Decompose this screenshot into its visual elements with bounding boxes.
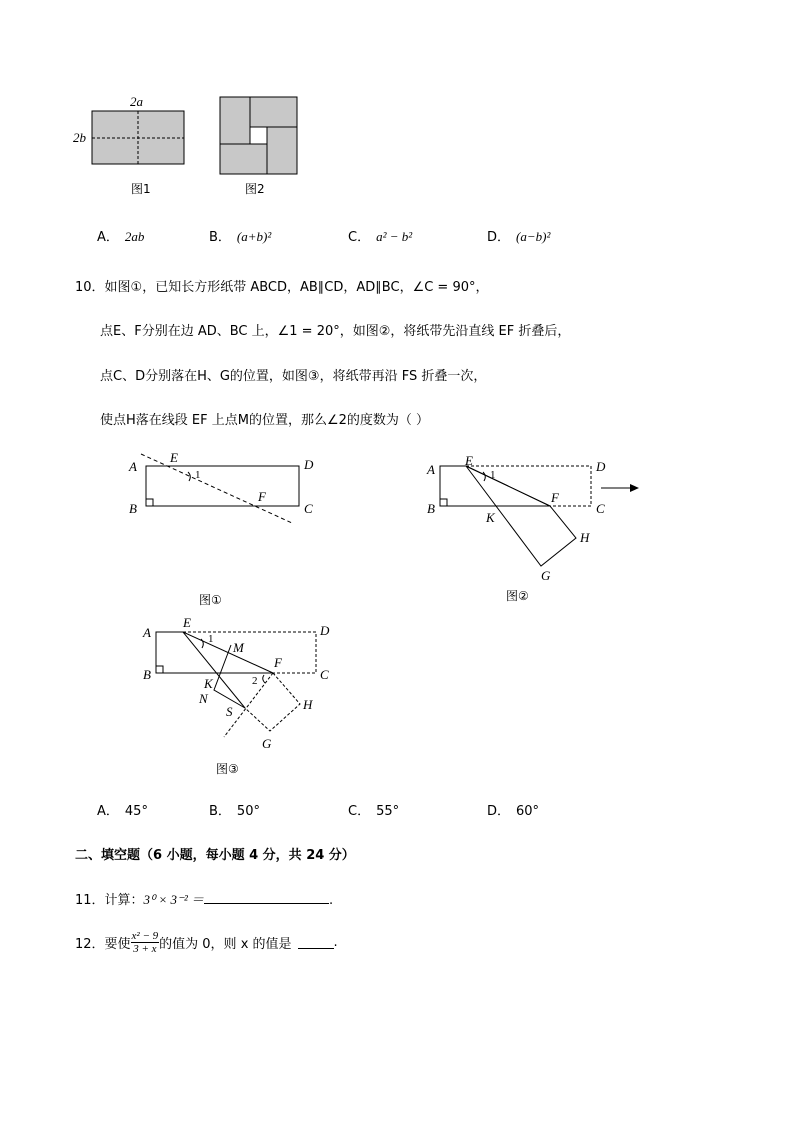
q11-expr: 3⁰ × 3⁻² ＝ [143,892,205,907]
q10-fig1-fold-line [141,454,292,523]
q12-denominator: 3 + x [133,943,157,955]
q10-fig2 [426,453,639,603]
q11-answer-blank[interactable] [204,891,329,904]
q10-line2: 点E、F分别在边 AD、BC 上，∠1 = 20°，如图②，将纸带先沿直线 EF 折叠后， [100,324,571,339]
q10-fig3-label-g: G [262,736,272,751]
q10-option-a [97,800,148,819]
q10-fig3-strip-left [156,632,273,673]
q10-fig2-folded-flap [466,466,576,566]
q10-fig3-caption: 图③ [216,762,239,776]
q10-fig2-label-b: B [427,501,435,516]
q10-fig1-strip [146,466,299,506]
q12-row [75,930,338,955]
q10-option-a-text: 45° [124,804,148,819]
q10-option-d-text: 60° [516,804,540,819]
q9-option-a-text: 2ab [124,229,145,244]
q10-fig1-label-d: D [304,457,314,472]
q10-option-b-text: 50° [236,804,260,819]
q10-fig3-label-e: E [183,615,191,630]
q12-suffix: . [333,935,338,950]
q10-fig3-right-angle [156,666,163,673]
q10-fig1-caption: 图① [199,593,222,607]
q10-fig1-label-a: A [129,459,137,474]
q10-fig1-angle-label: 1 [195,469,201,481]
q10-fig3-label-s: S [226,704,233,719]
section2-heading: 二、填空题（6 小题，每小题 4 分，共 24 分） [75,848,355,863]
q10-fig2-label-a: A [427,462,435,477]
q10-fig3-angle2-label: 2 [252,675,258,687]
q12-fraction [131,930,160,955]
q10-fig3-label-f: F [274,655,282,670]
q10-fig2-label-k: K [486,510,495,525]
q10-fig3-label-b: B [143,667,151,682]
q10-fig1-right-angle [146,499,153,506]
q10-fig3 [142,615,330,776]
q10-fig1-label-e: E [170,450,178,465]
q10-option-c-key: C． [348,804,371,819]
q10-option-c [348,800,399,819]
q10-line3: 点C、D分别落在H、G的位置，如图③，将纸带再沿 FS 折叠一次， [100,369,487,384]
q11-suffix: . [329,893,334,908]
q9-fig1-label-top: 2a [130,94,143,109]
q10-fig1 [128,450,314,607]
q10-fig3-dashed-original [183,632,316,673]
q10-fig2-label-e: E [465,453,473,468]
q10-fig2-angle-arc [483,472,485,481]
q10-fig2-label-d: D [596,459,606,474]
q9-option-c-text: a² − b² [376,229,413,244]
q10-fig2-arrow-head [630,484,639,492]
q9-fig1-label-left: 2b [73,130,86,145]
q9-fig1-caption: 图1 [131,182,151,196]
q9-option-c-key: C． [348,230,371,245]
q10-fig1-label-f: F [258,489,266,504]
q10-fig2-right-angle [440,499,447,506]
q10-fig3-label-m: M [233,640,244,655]
q10-fig2-angle-label: 1 [490,469,496,481]
q10-fig1-angle-arc [188,472,190,481]
q10-fig2-dashed-original [466,466,591,506]
q10-fig3-angle2-arc [263,675,265,683]
q10-fig3-label-a: A [143,625,151,640]
q9-option-b-key: B． [209,230,231,245]
q12-mid: 的值为 0，则 x 的值是 [159,937,292,952]
q10-option-d [487,800,539,819]
q10-option-a-key: A． [97,804,119,819]
q10-option-d-key: D． [487,804,511,819]
q9-option-d-key: D． [487,230,511,245]
q11-row [75,889,333,908]
q10-fig1-label-c: C [304,501,313,516]
q10-fig3-angle1-label: 1 [208,633,214,645]
q10-fig2-label-c: C [596,501,605,516]
q10-fig2-caption: 图② [506,589,529,603]
q10-fig3-label-k: K [204,676,213,691]
q12-answer-blank[interactable] [298,936,334,949]
q9-fig2-caption: 图2 [245,182,265,196]
q12-numerator: x² − 9 [131,930,159,942]
q10-fig2-label-g: G [541,568,551,583]
q10-fig3-label-c: C [320,667,329,682]
q10-option-b-key: B． [209,804,231,819]
q10-fig1-label-b: B [129,501,137,516]
q10-fig3-label-d: D [320,623,330,638]
q10-fig2-label-h: H [580,530,590,545]
q10-fig3-label-n: N [199,691,208,706]
q9-option-a-key: A． [97,230,119,245]
q10-fig2-label-f: F [551,490,559,505]
q9-option-d-text: (a−b)² [516,229,551,244]
q9-option-b-text: (a+b)² [236,229,272,244]
q10-line4: 使点H落在线段 EF 上点M的位置，那么∠2的度数为（ ） [100,413,430,428]
q10-fig3-label-h: H [303,697,313,712]
q10-option-c-text: 55° [376,804,400,819]
q10-option-b [209,800,260,819]
q12-prefix: 12．要使 [75,937,131,952]
q11-prefix: 11．计算： [75,893,144,908]
q10-line1: 10．如图①，已知长方形纸带 ABCD，AB∥CD，AD∥BC，∠C = 90°， [75,280,489,295]
